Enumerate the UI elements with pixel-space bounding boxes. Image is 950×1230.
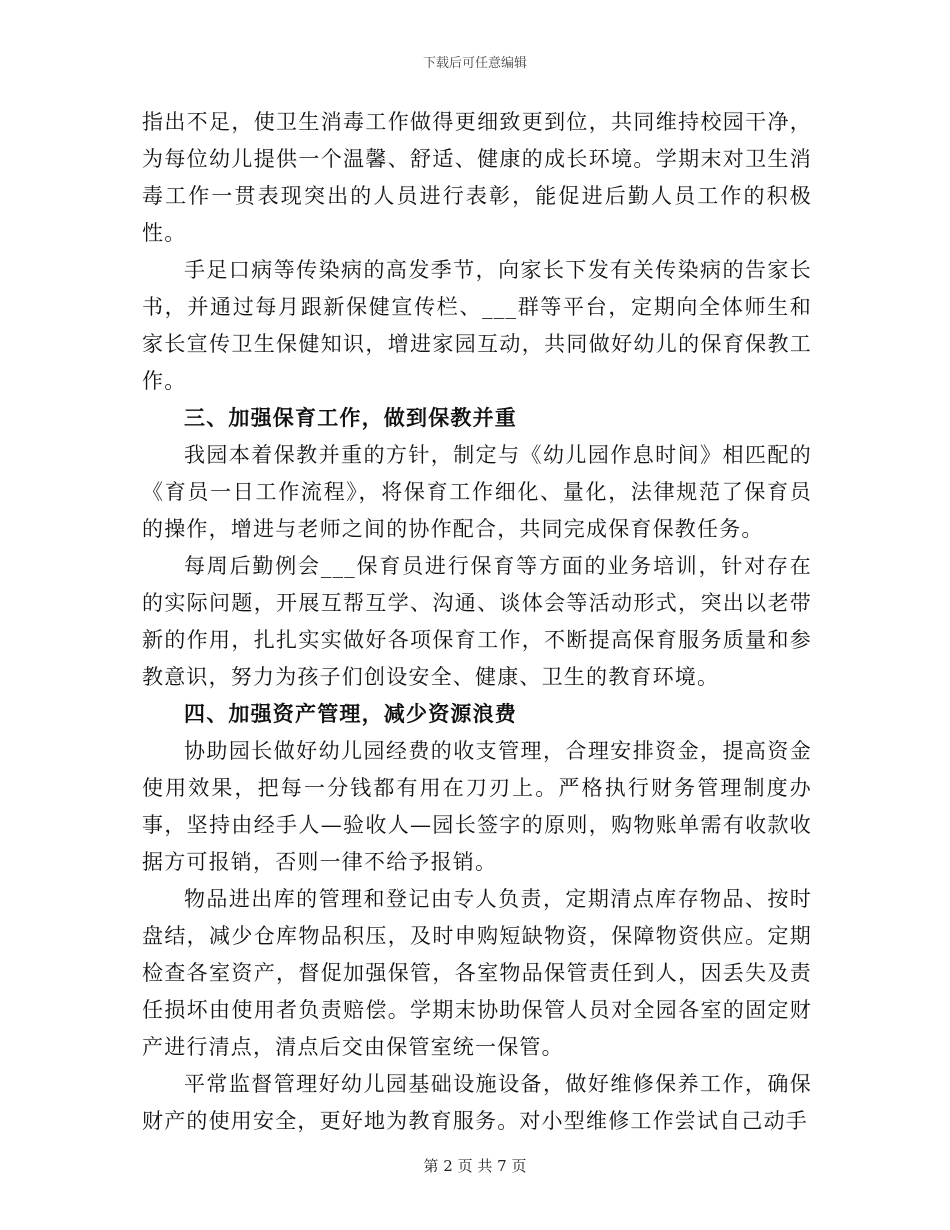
- section-heading: 四、加强资产管理，减少资源浪费: [184, 702, 517, 726]
- page-number: 第 2 页 共 7 页: [423, 1157, 527, 1175]
- paragraph: 平常监督管理好幼儿园基础设施设备，做好维修保养工作，确保财产的使用安全，更好地为教育服务。对小型维修工作尝试自己动手: [142, 1072, 812, 1133]
- paragraph: 物品进出库的管理和登记由专人负责，定期清点库存物品、按时盘结，减少仓库物品积压，及时申购短缺物资，保障物资供应。定期检查各室资产，督促加强保管，各室物品保管责任到人，因丢失及责任损坏由使用者负责赔偿。学期末协助保管人员对全园各室的固定财产进行清点，清点后交由保管室统一保管。: [142, 887, 812, 1059]
- section-heading: 三、加强保育工作，做到保教并重: [184, 406, 517, 430]
- paragraph: 手足口病等传染病的高发季节，向家长下发有关传染病的告家长书，并通过每月跟新保健宣传栏、___群等平台，定期向全体师生和家长宣传卫生保健知识，增进家园互动，共同做好幼儿的保育保教工作。: [142, 258, 812, 393]
- document-body: [142, 104, 812, 1140]
- paragraph: 协助园长做好幼儿园经费的收支管理，合理安排资金，提高资金使用效果，把每一分钱都有用在刀刃上。严格执行财务管理制度办事，坚持由经手人—验收人—园长签字的原则，购物账单需有收款收据方可报销，否则一律不给予报销。: [142, 739, 812, 874]
- paragraph: 每周后勤例会___保育员进行保育等方面的业务培训，针对存在的实际问题，开展互帮互学、沟通、谈体会等活动形式，突出以老带新的作用，扎扎实实做好各项保育工作，不断提高保育服务质量和参教意识，努力为孩子们创设安全、健康、卫生的教育环境。: [142, 554, 812, 689]
- paragraph: 我园本着保教并重的方针，制定与《幼儿园作息时间》相匹配的《育员一日工作流程》，将保育工作细化、量化，法律规范了保育员的操作，增进与老师之间的协作配合，共同完成保育保教任务。: [142, 443, 812, 541]
- paragraph: 指出不足，使卫生消毒工作做得更细致更到位，共同维持校园干净，为每位幼儿提供一个温馨、舒适、健康的成长环境。学期末对卫生消毒工作一贯表现突出的人员进行表彰，能促进后勤人员工作的积极性。: [142, 110, 812, 245]
- page-header: 下载后可任意编辑: [422, 56, 527, 71]
